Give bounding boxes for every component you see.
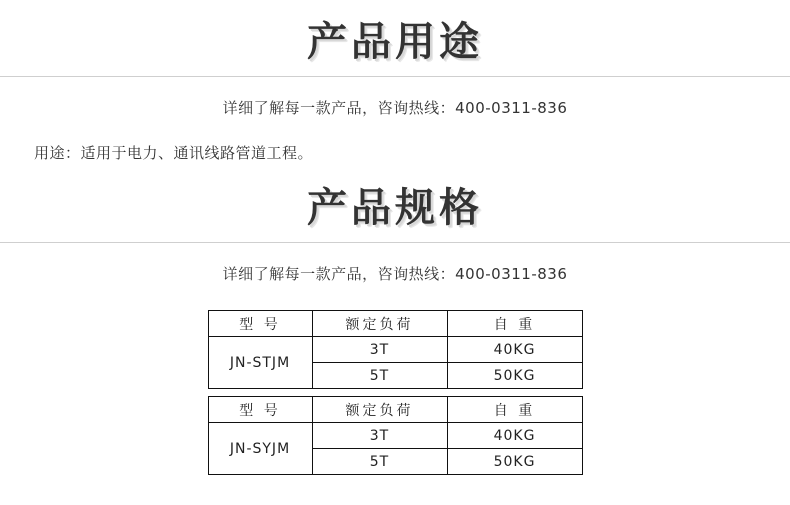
table-header-row bbox=[208, 397, 582, 423]
cell-load: 5T bbox=[312, 449, 447, 475]
spec-table bbox=[208, 396, 583, 475]
spec-table bbox=[208, 310, 583, 389]
usage-hotline-subtitle: 详细了解每一款产品，咨询热线：400-0311-836 bbox=[222, 99, 568, 117]
column-header-model: 型 号 bbox=[208, 311, 312, 337]
cell-load: 5T bbox=[312, 363, 447, 389]
column-header-load: 额定负荷 bbox=[312, 311, 447, 337]
cell-weight: 40KG bbox=[447, 337, 582, 363]
cell-load: 3T bbox=[312, 337, 447, 363]
cell-load: 3T bbox=[312, 423, 447, 449]
cell-model: JN-STJM bbox=[208, 337, 312, 389]
usage-section bbox=[0, 19, 790, 163]
spec-table-2-container bbox=[0, 396, 790, 475]
table-row bbox=[208, 423, 582, 449]
cell-weight: 50KG bbox=[447, 449, 582, 475]
spec-heading-divider bbox=[0, 242, 790, 243]
spec-table-1-container bbox=[0, 310, 790, 389]
spec-section bbox=[0, 185, 790, 284]
usage-heading-divider bbox=[0, 76, 790, 77]
column-header-weight: 自 重 bbox=[447, 397, 582, 423]
spec-hotline-subtitle: 详细了解每一款产品，咨询热线：400-0311-836 bbox=[222, 265, 568, 283]
cell-weight: 40KG bbox=[447, 423, 582, 449]
column-header-load: 额定负荷 bbox=[312, 397, 447, 423]
table-header-row bbox=[208, 311, 582, 337]
table-row bbox=[208, 337, 582, 363]
spec-section-heading: 产品规格 bbox=[307, 185, 483, 231]
usage-section-heading: 产品用途 bbox=[307, 19, 483, 65]
cell-weight: 50KG bbox=[447, 363, 582, 389]
column-header-weight: 自 重 bbox=[447, 311, 582, 337]
usage-description: 用途：适用于电力、通讯线路管道工程。 bbox=[34, 144, 314, 162]
cell-model: JN-SYJM bbox=[208, 423, 312, 475]
column-header-model: 型 号 bbox=[208, 397, 312, 423]
